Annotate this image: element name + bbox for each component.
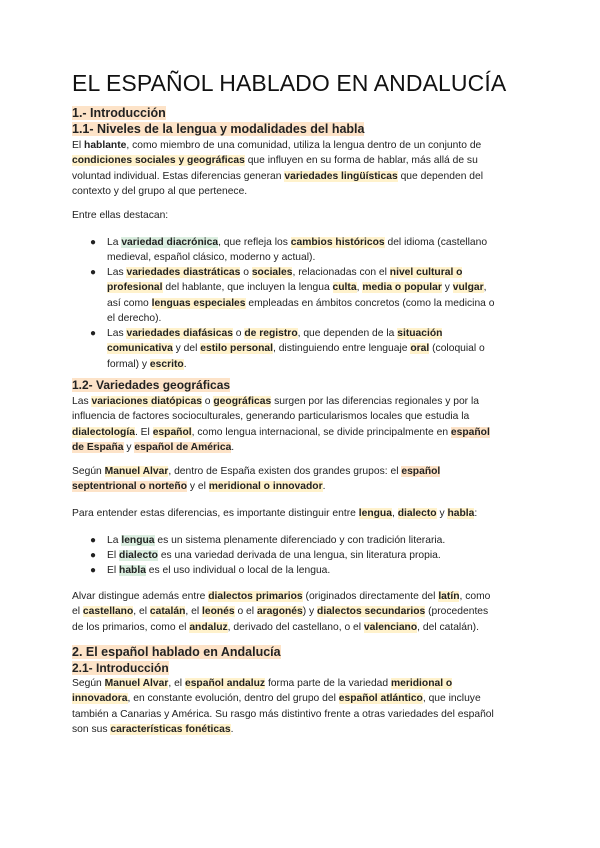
text-line: [107, 280, 527, 295]
highlighted-term: latín: [438, 591, 460, 602]
text-line: [107, 326, 527, 341]
text-run: es una variedad derivada de una lengua, sin literatura propia.: [157, 550, 441, 561]
text-run: Según: [72, 466, 105, 477]
highlighted-term: valenciano: [363, 621, 418, 633]
list-item-text: [107, 265, 527, 326]
text-run: o: [240, 267, 252, 278]
highlighted-term: español: [401, 466, 441, 477]
text-run: forma parte de la variedad: [265, 678, 391, 689]
section-heading-variedades-geograficas: [72, 378, 230, 392]
text-line: [107, 563, 527, 578]
text-run: formal) y: [107, 358, 150, 370]
highlighted-term: leonés: [201, 606, 235, 618]
text-line: [72, 676, 520, 691]
text-run: El: [72, 140, 85, 151]
highlighted-term: español andaluz: [184, 678, 266, 689]
text-run: del idioma (castellano: [384, 237, 488, 248]
bullet-icon: ●: [90, 328, 97, 339]
highlighted-term: de registro: [244, 328, 298, 339]
text-run: y: [436, 508, 448, 519]
text-line: [72, 722, 520, 737]
highlighted-term: habla: [119, 565, 146, 576]
highlighted-term: profesional: [107, 282, 163, 294]
highlighted-term: vulgar: [452, 282, 484, 294]
text-run: del hablante, que incluyen la lengua: [162, 282, 333, 294]
highlighted-term: comunicativa: [107, 343, 173, 355]
text-line: [72, 394, 520, 409]
paragraph-entre-ellas: Entre ellas destacan:: [72, 210, 169, 221]
paragraph-hablante: [72, 138, 520, 199]
highlighted-term: culta: [332, 282, 357, 294]
list-item-text: [107, 533, 527, 548]
highlighted-term: habla: [447, 508, 475, 519]
highlighted-term: lenguas especiales: [151, 297, 246, 309]
highlighted-term: variedades diastráticas: [126, 267, 241, 278]
text-run: 1.- Introducción: [72, 106, 166, 120]
text-run: y el: [187, 481, 209, 493]
text-run: , el: [168, 678, 185, 689]
text-run: , distinguiendo entre lenguaje: [272, 343, 411, 355]
text-line: [72, 169, 520, 184]
text-run: La: [107, 535, 122, 546]
text-run: que dependen del: [397, 170, 484, 182]
text-run: es un sistema plenamente diferenciado y con tradición literaria.: [154, 535, 446, 546]
highlighted-term: oral: [410, 343, 430, 355]
text-run: así como: [107, 297, 152, 309]
text-run: .: [322, 481, 326, 493]
text-run: ,: [356, 282, 363, 294]
highlighted-term: español: [152, 426, 192, 438]
text-line: el derecho).: [107, 312, 162, 324]
text-run: ,: [483, 282, 487, 294]
highlighted-term: dialectos secundarios: [317, 606, 426, 618]
text-run: , como lengua internacional, se divide principalmente en: [191, 426, 451, 438]
list-item-text: [107, 235, 527, 266]
highlighted-term: dialecto: [397, 508, 437, 519]
text-run: .: [183, 358, 187, 370]
text-run: o el: [234, 606, 257, 618]
highlighted-term: andaluz: [189, 621, 228, 633]
text-run: es el uso individual o local de la lengua.: [145, 565, 331, 576]
list-item-text: [107, 563, 527, 578]
highlighted-term: castellano: [82, 606, 134, 618]
text-run: La: [107, 237, 122, 248]
text-line: [72, 464, 520, 479]
bullet-icon: ●: [90, 565, 97, 576]
text-run: El: [107, 565, 120, 576]
paragraph-lengua-dialecto-habla: [72, 506, 520, 521]
highlighted-term: cambios históricos: [290, 237, 385, 248]
highlighted-term: hablante: [84, 140, 127, 151]
section-heading-introduccion-2: [72, 661, 169, 675]
text-line: influencia de factores socioculturales, generando particularismos locales que estudia la: [72, 411, 470, 423]
highlighted-term: español de América: [134, 441, 232, 453]
text-run: .: [230, 723, 234, 735]
text-run: , que refleja los: [218, 237, 291, 248]
highlighted-term: meridional o: [391, 678, 453, 689]
text-run: , del catalán).: [417, 621, 479, 633]
highlighted-term: características fonéticas: [110, 723, 231, 735]
bullet-icon: ●: [90, 535, 97, 546]
highlighted-term: variedades diafásicas: [126, 328, 233, 339]
text-line: también a Canarias y América. Su rasgo más distintivo frente a otras variedades del español: [72, 708, 494, 720]
text-run: , que incluye: [422, 693, 481, 705]
highlighted-term: variedades lingüísticas: [284, 170, 398, 182]
text-run: (originados directamente del: [302, 591, 439, 602]
highlighted-term: escrito: [149, 358, 184, 370]
highlighted-term: lengua: [121, 535, 155, 546]
text-run: y: [441, 282, 453, 294]
text-line: [72, 691, 520, 706]
text-line: [107, 357, 527, 372]
text-run: Las: [107, 267, 127, 278]
highlighted-term: dialectología: [72, 426, 135, 438]
list-item-text: [107, 326, 527, 372]
text-run: (coloquial o: [429, 343, 485, 355]
text-run: , que dependen de la: [297, 328, 398, 339]
text-line: [72, 604, 520, 619]
text-run: empleadas en ámbitos concretos (como la medicina o: [245, 297, 495, 309]
text-run: .: [231, 441, 235, 453]
text-run: , dentro de España existen dos grandes grupos: el: [168, 466, 402, 477]
text-run: que influyen en su forma de hablar, más allá de su: [244, 155, 478, 167]
text-line: contexto y del grupo al que pertenece.: [72, 185, 248, 197]
text-run: , derivado del castellano, o el: [227, 621, 364, 633]
highlighted-term: Manuel Alvar: [104, 466, 169, 477]
bullet-icon: ●: [90, 267, 97, 278]
text-run: 1.1- Niveles de la lengua y modalidades del habla: [72, 122, 365, 136]
text-run: o: [201, 396, 214, 407]
paragraph-manuel-alvar-grupos: [72, 464, 520, 495]
highlighted-term: aragonés: [256, 606, 303, 618]
highlighted-term: condiciones sociales y geográficas: [72, 155, 245, 167]
highlighted-term: situación: [397, 328, 443, 339]
section-heading-introduccion: [72, 106, 166, 120]
text-run: Las: [72, 396, 92, 407]
highlighted-term: meridional o innovador: [208, 481, 323, 493]
section-heading-niveles: [72, 122, 364, 136]
text-line: [107, 341, 527, 356]
text-run: , relacionadas con el: [292, 267, 390, 278]
text-run: Para entender estas diferencias, es importante distinguir entre: [72, 508, 359, 519]
page-title: EL ESPAÑOL HABLADO EN ANDALUCÍA: [72, 70, 507, 96]
paragraph-espanol-andaluz: [72, 676, 520, 737]
text-line: [72, 620, 520, 635]
highlighted-term: dialecto: [119, 550, 158, 561]
highlighted-term: variaciones diatópicas: [91, 396, 202, 407]
highlighted-term: sociales: [251, 267, 293, 278]
highlighted-term: estilo personal: [200, 343, 273, 355]
highlighted-term: español atlántico: [338, 693, 423, 705]
bullet-icon: ●: [90, 237, 97, 248]
bullet-icon: ●: [90, 550, 97, 561]
text-line: [72, 425, 520, 440]
section-heading-espanol-andalucia: [72, 645, 281, 659]
text-run: voluntad individual. Estas diferencias generan: [72, 170, 285, 182]
highlighted-term: de España: [72, 441, 124, 453]
list-item-text: [107, 548, 527, 563]
text-line: [72, 506, 520, 521]
text-run: , como: [459, 591, 491, 602]
text-run: 1.2- Variedades geográficas: [72, 378, 231, 392]
text-run: 2.1- Introducción: [72, 661, 169, 675]
highlighted-term: septentrional o norteño: [72, 481, 187, 493]
highlighted-term: innovadora: [72, 693, 128, 705]
highlighted-term: variedad diacrónica: [121, 237, 219, 248]
text-run: 2. El español hablado en Andalucía: [72, 645, 281, 659]
text-run: Alvar distingue además entre: [72, 591, 209, 602]
text-line: medieval, español clásico, moderno y actual).: [107, 252, 316, 264]
text-line: [72, 589, 520, 604]
text-run: , en constante evolución, dentro del grupo del: [127, 693, 339, 705]
text-run: o: [232, 328, 245, 339]
text-run: , como miembro de una comunidad, utiliza la lengua dentro de un conjunto de: [126, 140, 482, 151]
text-line: [72, 479, 520, 494]
text-run: surgen por las diferencias regionales y por la: [271, 396, 479, 407]
highlighted-term: media o popular: [362, 282, 442, 294]
text-run: , el: [133, 606, 150, 618]
highlighted-term: catalán: [149, 606, 186, 618]
text-line: [107, 235, 527, 250]
text-run: . El: [134, 426, 153, 438]
text-run: de los primarios, como el: [72, 621, 190, 633]
text-run: (procedentes: [425, 606, 489, 618]
text-line: [72, 153, 520, 168]
text-run: ,: [391, 508, 398, 519]
highlighted-term: Manuel Alvar: [104, 678, 169, 689]
text-line: [72, 138, 520, 153]
paragraph-variaciones-diatopicas: [72, 394, 520, 455]
text-line: [72, 440, 520, 455]
text-run: , el: [185, 606, 202, 618]
highlighted-term: geográficas: [213, 396, 272, 407]
highlighted-term: nivel cultural o: [389, 267, 463, 278]
text-run: :: [474, 508, 478, 519]
text-run: y: [123, 441, 135, 453]
text-line: [107, 265, 527, 280]
text-run: Las: [107, 328, 127, 339]
text-run: y del: [172, 343, 201, 355]
text-line: [107, 296, 527, 311]
text-run: Según: [72, 678, 105, 689]
highlighted-term: lengua: [358, 508, 392, 519]
paragraph-dialectos-primarios: [72, 589, 520, 635]
highlighted-term: dialectos primarios: [208, 591, 303, 602]
highlighted-term: español: [450, 426, 490, 438]
text-run: son sus: [72, 723, 111, 735]
text-line: [107, 548, 527, 563]
text-run: el: [72, 606, 83, 618]
text-line: [107, 533, 527, 548]
text-run: ) y: [302, 606, 318, 618]
text-run: El: [107, 550, 120, 561]
